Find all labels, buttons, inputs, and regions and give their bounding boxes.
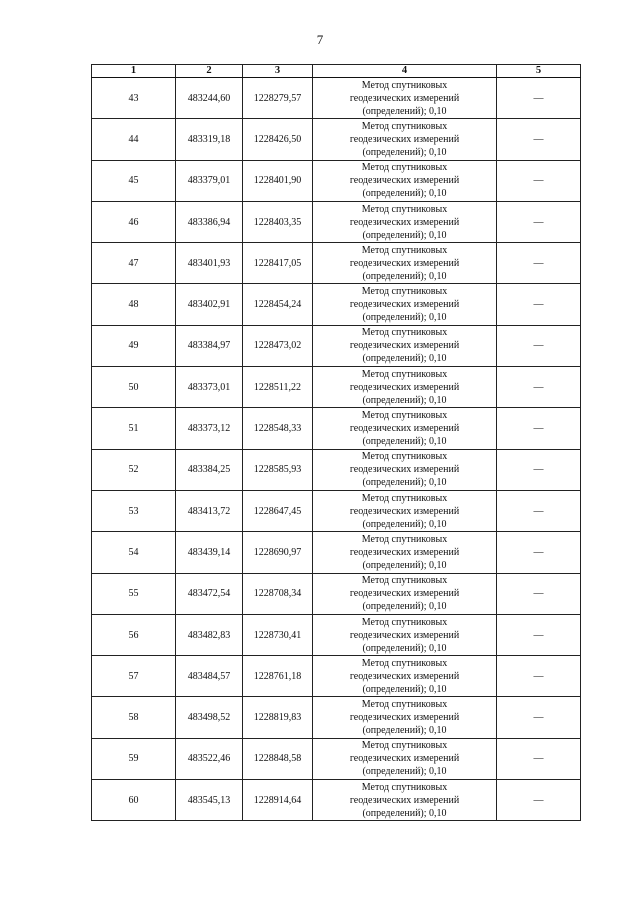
method-cell (313, 697, 497, 738)
method-line: геодезических измерений (349, 257, 460, 269)
method-cell (313, 449, 497, 490)
note-cell: — (497, 532, 581, 573)
note-cell: — (497, 243, 581, 284)
point-number-cell: 60 (92, 780, 176, 821)
table-row (92, 408, 581, 449)
table-header-row (92, 65, 581, 78)
y-coordinate-cell: 1228914,64 (243, 780, 313, 821)
method-line: геодезических измерений (349, 712, 460, 724)
method-cell (313, 408, 497, 449)
y-coordinate-cell: 1228761,18 (243, 656, 313, 697)
method-line: Метод спутниковых (361, 327, 448, 339)
point-number-cell: 48 (92, 284, 176, 325)
method-cell (313, 614, 497, 655)
method-line: Метод спутниковых (361, 616, 448, 628)
method-line: (определений); 0,10 (362, 683, 447, 695)
x-coordinate-cell: 483244,60 (176, 78, 243, 119)
method-line: геодезических измерений (349, 670, 460, 682)
note-cell: — (497, 449, 581, 490)
y-coordinate-cell: 1228690,97 (243, 532, 313, 573)
method-line: Метод спутниковых (361, 451, 448, 463)
method-cell (313, 656, 497, 697)
table-row (92, 284, 581, 325)
method-line: Метод спутниковых (361, 368, 448, 380)
x-coordinate-cell: 483373,12 (176, 408, 243, 449)
method-line: (определений); 0,10 (362, 270, 447, 282)
note-cell: — (497, 738, 581, 779)
point-number-cell: 46 (92, 201, 176, 242)
y-coordinate-cell: 1228403,35 (243, 201, 313, 242)
method-line: Метод спутниковых (361, 740, 448, 752)
method-cell (313, 780, 497, 821)
method-line: геодезических измерений (349, 133, 460, 145)
method-cell (313, 367, 497, 408)
point-number-cell: 49 (92, 325, 176, 366)
method-line: (определений); 0,10 (362, 642, 447, 654)
column-header: 1 (92, 65, 176, 78)
y-coordinate-cell: 1228401,90 (243, 160, 313, 201)
note-cell: — (497, 78, 581, 119)
table-row (92, 490, 581, 531)
y-coordinate-cell: 1228585,93 (243, 449, 313, 490)
table-row (92, 573, 581, 614)
method-cell (313, 119, 497, 160)
point-number-cell: 55 (92, 573, 176, 614)
method-line: геодезических измерений (349, 299, 460, 311)
method-cell (313, 201, 497, 242)
table-row (92, 243, 581, 284)
method-line: Метод спутниковых (361, 79, 448, 91)
table-row (92, 367, 581, 408)
point-number-cell: 43 (92, 78, 176, 119)
method-line: (определений); 0,10 (362, 105, 447, 117)
table-row (92, 201, 581, 242)
method-line: Метод спутниковых (361, 120, 448, 132)
table-row (92, 780, 581, 821)
method-line: (определений); 0,10 (362, 229, 447, 241)
point-number-cell: 51 (92, 408, 176, 449)
method-line: Метод спутниковых (361, 533, 448, 545)
method-line: Метод спутниковых (361, 203, 448, 215)
method-line: Метод спутниковых (361, 575, 448, 587)
x-coordinate-cell: 483384,25 (176, 449, 243, 490)
method-line: (определений); 0,10 (362, 188, 447, 200)
method-cell (313, 532, 497, 573)
method-line: геодезических измерений (349, 546, 460, 558)
note-cell: — (497, 780, 581, 821)
method-line: геодезических измерений (349, 794, 460, 806)
note-cell: — (497, 614, 581, 655)
method-line: Метод спутниковых (361, 492, 448, 504)
method-line: (определений); 0,10 (362, 766, 447, 778)
table-row (92, 738, 581, 779)
note-cell: — (497, 656, 581, 697)
method-line: (определений); 0,10 (362, 436, 447, 448)
x-coordinate-cell: 483484,57 (176, 656, 243, 697)
method-cell (313, 325, 497, 366)
note-cell: — (497, 490, 581, 531)
method-line: (определений); 0,10 (362, 477, 447, 489)
method-cell (313, 284, 497, 325)
x-coordinate-cell: 483379,01 (176, 160, 243, 201)
point-number-cell: 54 (92, 532, 176, 573)
method-line: Метод спутниковых (361, 286, 448, 298)
method-cell (313, 490, 497, 531)
x-coordinate-cell: 483401,93 (176, 243, 243, 284)
note-cell: — (497, 408, 581, 449)
method-line: геодезических измерений (349, 753, 460, 765)
point-number-cell: 45 (92, 160, 176, 201)
method-line: (определений); 0,10 (362, 725, 447, 737)
y-coordinate-cell: 1228647,45 (243, 490, 313, 531)
page-number: 7 (316, 32, 324, 47)
method-line: Метод спутниковых (361, 699, 448, 711)
y-coordinate-cell: 1228819,83 (243, 697, 313, 738)
method-line: геодезических измерений (349, 588, 460, 600)
y-coordinate-cell: 1228730,41 (243, 614, 313, 655)
x-coordinate-cell: 483413,72 (176, 490, 243, 531)
y-coordinate-cell: 1228548,33 (243, 408, 313, 449)
x-coordinate-cell: 483386,94 (176, 201, 243, 242)
y-coordinate-cell: 1228417,05 (243, 243, 313, 284)
y-coordinate-cell: 1228426,50 (243, 119, 313, 160)
note-cell: — (497, 201, 581, 242)
method-line: геодезических измерений (349, 464, 460, 476)
point-number-cell: 57 (92, 656, 176, 697)
method-line: Метод спутниковых (361, 410, 448, 422)
table-row (92, 325, 581, 366)
note-cell: — (497, 160, 581, 201)
x-coordinate-cell: 483482,83 (176, 614, 243, 655)
point-number-cell: 59 (92, 738, 176, 779)
point-number-cell: 47 (92, 243, 176, 284)
table-row (92, 449, 581, 490)
point-number-cell: 44 (92, 119, 176, 160)
method-line: (определений); 0,10 (362, 353, 447, 365)
method-line: геодезических измерений (349, 216, 460, 228)
method-line: Метод спутниковых (361, 244, 448, 256)
method-line: (определений); 0,10 (362, 518, 447, 530)
table-row (92, 656, 581, 697)
method-line: Метод спутниковых (361, 781, 448, 793)
method-line: геодезических измерений (349, 505, 460, 517)
method-line: геодезических измерений (349, 423, 460, 435)
x-coordinate-cell: 483439,14 (176, 532, 243, 573)
point-number-cell: 58 (92, 697, 176, 738)
point-number-cell: 56 (92, 614, 176, 655)
x-coordinate-cell: 483402,91 (176, 284, 243, 325)
note-cell: — (497, 697, 581, 738)
method-line: геодезических измерений (349, 175, 460, 187)
y-coordinate-cell: 1228473,02 (243, 325, 313, 366)
x-coordinate-cell: 483498,52 (176, 697, 243, 738)
coordinates-table (91, 64, 581, 821)
y-coordinate-cell: 1228454,24 (243, 284, 313, 325)
method-cell (313, 78, 497, 119)
method-line: (определений); 0,10 (362, 394, 447, 406)
table-row (92, 119, 581, 160)
table-row (92, 697, 581, 738)
method-line: Метод спутниковых (361, 657, 448, 669)
x-coordinate-cell: 483319,18 (176, 119, 243, 160)
method-line: геодезических измерений (349, 629, 460, 641)
y-coordinate-cell: 1228279,57 (243, 78, 313, 119)
y-coordinate-cell: 1228511,22 (243, 367, 313, 408)
x-coordinate-cell: 483373,01 (176, 367, 243, 408)
method-line: геодезических измерений (349, 340, 460, 352)
x-coordinate-cell: 483384,97 (176, 325, 243, 366)
x-coordinate-cell: 483472,54 (176, 573, 243, 614)
note-cell: — (497, 325, 581, 366)
method-cell (313, 243, 497, 284)
note-cell: — (497, 284, 581, 325)
method-cell (313, 738, 497, 779)
method-cell (313, 160, 497, 201)
y-coordinate-cell: 1228708,34 (243, 573, 313, 614)
note-cell: — (497, 367, 581, 408)
table-row (92, 78, 581, 119)
method-line: (определений); 0,10 (362, 146, 447, 158)
method-cell (313, 573, 497, 614)
x-coordinate-cell: 483522,46 (176, 738, 243, 779)
point-number-cell: 50 (92, 367, 176, 408)
column-header: 2 (176, 65, 243, 78)
point-number-cell: 52 (92, 449, 176, 490)
note-cell: — (497, 573, 581, 614)
method-line: геодезических измерений (349, 92, 460, 104)
method-line: геодезических измерений (349, 381, 460, 393)
column-header: 5 (497, 65, 581, 78)
note-cell: — (497, 119, 581, 160)
x-coordinate-cell: 483545,13 (176, 780, 243, 821)
column-header: 3 (243, 65, 313, 78)
method-line: (определений); 0,10 (362, 312, 447, 324)
y-coordinate-cell: 1228848,58 (243, 738, 313, 779)
method-line: (определений); 0,10 (362, 559, 447, 571)
table-row (92, 614, 581, 655)
method-line: Метод спутниковых (361, 162, 448, 174)
table-row (92, 532, 581, 573)
method-line: (определений); 0,10 (362, 601, 447, 613)
column-header: 4 (313, 65, 497, 78)
method-line: (определений); 0,10 (362, 807, 447, 819)
table-row (92, 160, 581, 201)
point-number-cell: 53 (92, 490, 176, 531)
